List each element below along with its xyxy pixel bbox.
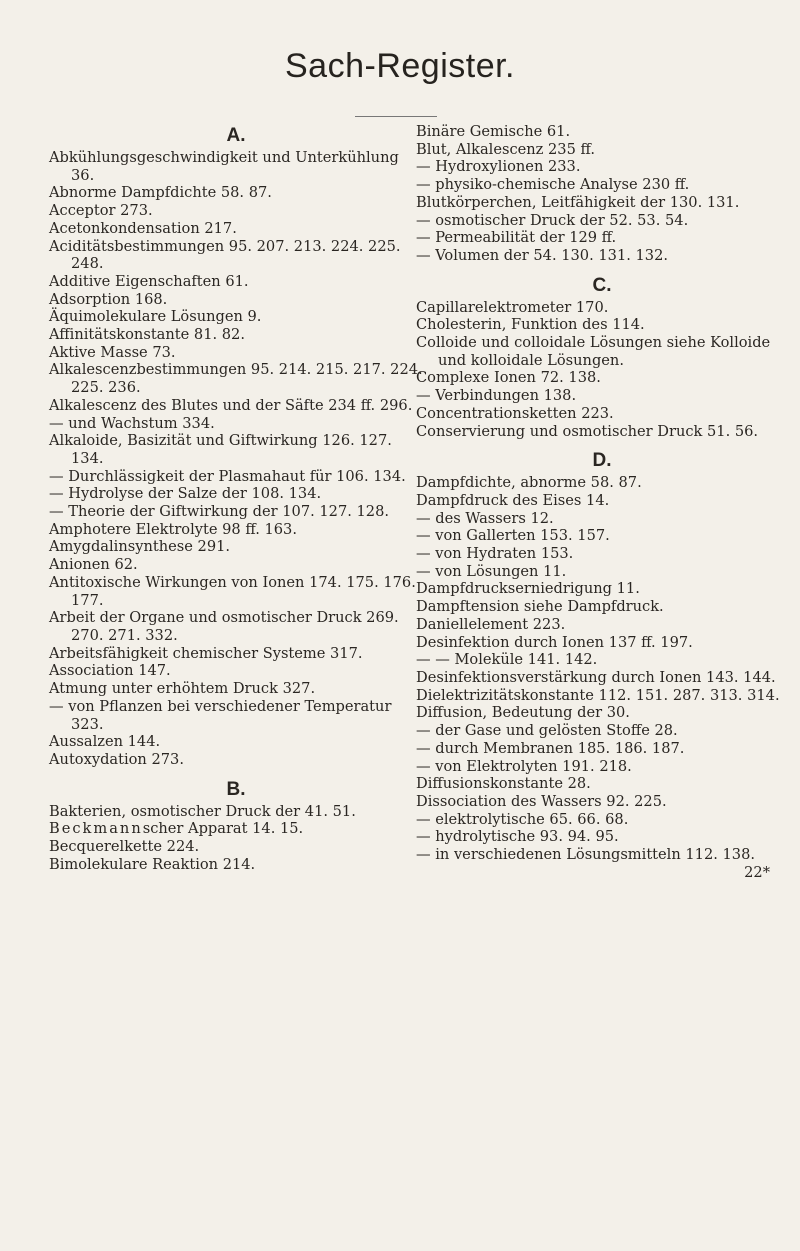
index-entry: Diffusionskonstante 28.	[416, 775, 591, 793]
section-letter-a: A.	[226, 125, 246, 146]
index-entry: Aktive Masse 73.	[49, 343, 176, 361]
page-title: Sach-Register.	[285, 47, 515, 85]
index-entry: Dampfdruckserniedrigung 11.	[416, 580, 640, 598]
index-entry: Dampftension siehe Dampfdruck.	[416, 598, 664, 616]
index-entry: Binäre Gemische 61.	[416, 123, 571, 140]
index-entry: Acetonkondensation 217.	[49, 219, 237, 237]
index-entry: Aussalzen 144.	[49, 733, 161, 751]
index-entry: Alkalescenz des Blutes und der Säfte 234 ff. 296.	[49, 396, 413, 414]
index-entry: Dissociation des Wassers 92. 225.	[416, 792, 667, 810]
title-divider	[355, 116, 437, 117]
index-entry: Blutkörperchen, Leitfähigkeit der 130. 131.	[416, 193, 740, 211]
index-entry: Anionen 62.	[49, 556, 138, 574]
index-entry: Amygdalinsynthese 291.	[49, 538, 231, 556]
section-letter-b: B.	[226, 778, 246, 800]
index-entry: Desinfektionsverstärkung durch Ionen 143. 144.	[416, 668, 776, 686]
index-entry: Association 147.	[49, 662, 171, 680]
index-entry: Complexe Ionen 72. 138.	[416, 369, 601, 387]
index-entry: Dielektrizitätskonstante 112. 151. 287. 313. 314.	[416, 686, 780, 704]
index-entry: — Volumen der 54. 130. 131. 132.	[416, 246, 668, 264]
index-entry: — von Elektrolyten 191. 218.	[416, 757, 632, 775]
index-entry: Desinfektion durch Ionen 137 ff. 197.	[416, 633, 693, 651]
index-entry: — Hydroxylionen 233.	[416, 158, 581, 176]
index-entry: — Theorie der Giftwirkung der 107. 127. 128.	[49, 503, 390, 521]
index-entry: — von Pflanzen bei verschiedener Temperatur 323.	[49, 697, 392, 733]
index-entry: — und Wachstum 334.	[49, 414, 215, 432]
index-entry: Aciditätsbestimmungen 95. 207. 213. 224. 225. 248.	[49, 237, 401, 273]
index-entry	[49, 820, 423, 838]
beckmann-rest: scher Apparat 14. 15.	[142, 820, 304, 838]
index-entry: Bimolekulare Reaktion 214.	[49, 855, 256, 873]
left-column	[49, 123, 423, 873]
index-entry: — des Wassers 12.	[416, 509, 554, 527]
index-entry: Adsorption 168.	[49, 290, 168, 308]
index-entry: Becquerelkette 224.	[49, 838, 200, 856]
index-entry: Colloide und colloidale Lösungen siehe Kolloide und kolloidale Lösungen.	[416, 334, 771, 369]
index-entry: — Durchlässigkeit der Plasmahaut für 106. 134.	[49, 467, 406, 485]
section-a-entries	[49, 149, 423, 769]
index-entry: Autoxydation 273.	[49, 750, 184, 768]
index-entry: — elektrolytische 65. 66. 68.	[416, 810, 629, 828]
index-entry: Arbeitsfähigkeit chemischer Systeme 317.	[49, 644, 363, 662]
index-entry: — physiko-chemische Analyse 230 ff.	[416, 176, 690, 194]
section-b-continued-entries	[416, 123, 788, 265]
index-entry: — von Lösungen 11.	[416, 562, 567, 580]
index-entry: — durch Membranen 185. 186. 187.	[416, 739, 685, 757]
section-c-entries	[416, 299, 788, 441]
index-entry: Affinitätskonstante 81. 82.	[49, 326, 245, 344]
right-column	[416, 123, 788, 881]
section-letter-d: D.	[592, 450, 612, 472]
index-entry: — Permeabilität der 129 ff.	[416, 229, 617, 247]
index-entry: Amphotere Elektrolyte 98 ff. 163.	[49, 520, 297, 538]
index-entry: Atmung unter erhöhtem Druck 327.	[49, 680, 316, 698]
page-number: 22*	[744, 863, 770, 881]
section-d-entries	[416, 474, 788, 863]
index-entry: — — Moleküle 141. 142.	[416, 651, 598, 669]
index-entry: — Hydrolyse der Salze der 108. 134.	[49, 485, 322, 503]
index-entry: — in verschiedenen Lösungsmitteln 112. 138.	[416, 846, 756, 864]
index-entry: — der Gase und gelösten Stoffe 28.	[416, 722, 678, 740]
index-entry: Bakterien, osmotischer Druck der 41. 51.	[49, 802, 356, 820]
index-entry: Concentrationsketten 223.	[416, 404, 614, 422]
index-entry: Arbeit der Organe und osmotischer Druck 269. 270. 271. 332.	[49, 609, 399, 644]
index-entry: Alkalescenzbestimmungen 95. 214. 215. 217. 224. 225. 236.	[49, 361, 423, 397]
index-entry: Additive Eigenschaften 61.	[49, 272, 249, 290]
beckmann-name: Beckmann	[49, 820, 143, 838]
index-entry: Capillarelektrometer 170.	[416, 298, 609, 316]
index-entry: — hydrolytische 93. 94. 95.	[416, 828, 619, 846]
index-entry: Dampfdruck des Eises 14.	[416, 491, 610, 509]
index-entry: Diffusion, Bedeutung der 30.	[416, 704, 630, 722]
index-entry: Acceptor 273.	[49, 202, 153, 220]
index-entry: Cholesterin, Funktion des 114.	[416, 316, 645, 334]
index-entry: Alkaloide, Basizität und Giftwirkung 126. 127. 134.	[49, 432, 392, 467]
index-entry: Daniellelement 223.	[416, 615, 566, 633]
index-entry: Conservierung und osmotischer Druck 51. 56.	[416, 422, 759, 440]
index-entry: Antitoxische Wirkungen von Ionen 174. 175. 176. 177.	[49, 573, 416, 609]
index-entry: Blut, Alkalescenz 235 ff.	[416, 140, 595, 158]
index-entry: — Verbindungen 138.	[416, 387, 577, 405]
index-entry: Abnorme Dampfdichte 58. 87.	[49, 184, 272, 202]
index-entry: Dampfdichte, abnorme 58. 87.	[416, 474, 642, 492]
index-entry: — osmotischer Druck der 52. 53. 54.	[416, 211, 689, 229]
index-entry: — von Hydraten 153.	[416, 545, 574, 563]
index-entry: Äquimolekulare Lösungen 9.	[49, 308, 262, 326]
index-entry: Abkühlungsgeschwindigkeit und Unterkühlung 36.	[49, 149, 399, 184]
index-entry: — von Gallerten 153. 157.	[416, 527, 610, 545]
section-letter-c: C.	[592, 274, 612, 296]
